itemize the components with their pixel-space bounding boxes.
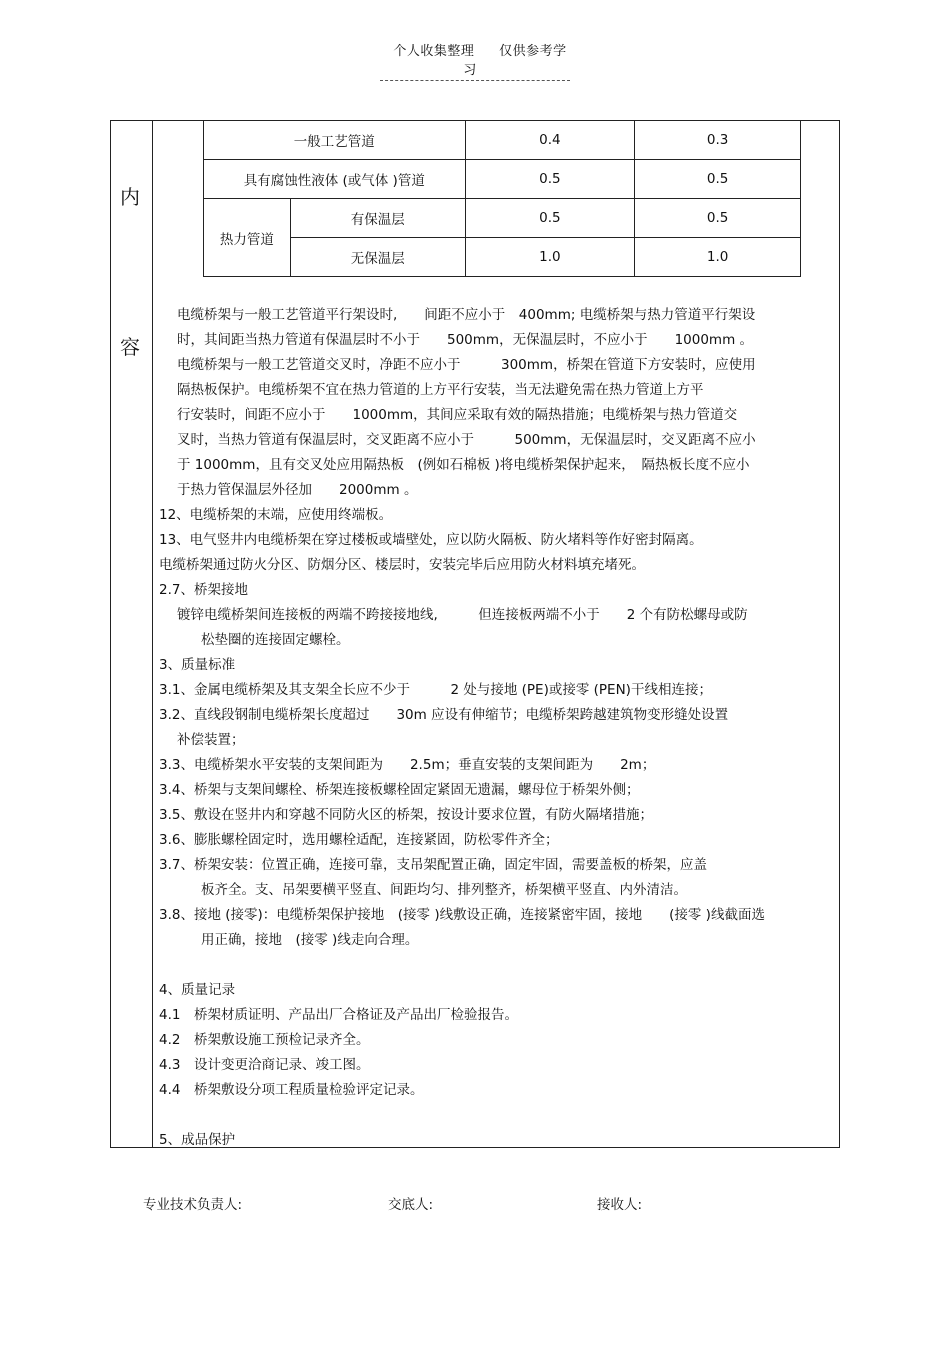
row-value-parallel: 0.4	[465, 121, 635, 160]
list-item: 4.3 设计变更洽商记录、竣工图。	[159, 1057, 370, 1073]
body-text	[159, 303, 831, 1153]
side-label-column	[111, 121, 153, 1147]
list-item: 松垫圈的连接固定螺栓。	[201, 632, 350, 648]
table-row	[204, 121, 801, 160]
receiver-label: 接收人:	[597, 1197, 643, 1213]
paragraph-line: 时，其间距当热力管道有保温层时不小于 500mm，无保温层时，不应小于 1000mm 。	[177, 332, 754, 348]
paragraph-line: 电缆桥架与一般工艺管道交叉时，净距不应小于 300mm，桥架在管道下方安装时，应使用	[177, 357, 756, 373]
side-label-rong: 容	[120, 335, 140, 359]
spacer	[159, 1103, 831, 1128]
list-item: 4.1 桥架材质证明、产品出厂合格证及产品出厂检验报告。	[159, 1007, 518, 1023]
pipe-distance-table	[203, 121, 801, 277]
list-item: 镀锌电缆桥架间连接板的两端不跨接接地线, 但连接板两端不小于 2 个有防松螺母或防	[177, 607, 748, 623]
list-item: 3.5、敷设在竖井内和穿越不同防火区的桥架，按设计要求位置，有防火隔堵措施；	[159, 807, 653, 823]
row-value-cross: 0.5	[635, 199, 801, 238]
table-row	[204, 238, 801, 277]
list-item: 12、电缆桥架的末端，应使用终端板。	[159, 507, 393, 523]
list-item: 3.3、电缆桥架水平安装的支架间距为 2.5m；垂直安装的支架间距为 2m；	[159, 757, 656, 773]
list-item: 3.7、桥架安装：位置正确，连接可靠，支吊架配置正确，固定牢固，需要盖板的桥架，应盖	[159, 857, 707, 873]
header-left: 个人收集整理	[393, 44, 475, 59]
list-item: 3.8、接地 (接零)：电缆桥架保护接地 (接零 )线敷设正确，连接紧密牢固，接地 (接零 )线截面选	[159, 907, 765, 923]
list-item: 3.4、桥架与支架间螺栓、桥架连接板螺栓固定紧固无遗漏，螺母位于桥架外侧；	[159, 782, 640, 798]
header-note	[380, 40, 570, 81]
paragraph-line: 于 1000mm，且有交叉处应用隔热板 (例如石棉板 )将电缆桥架保护起来， 隔热板长度不应小	[177, 457, 750, 473]
distance-paragraph	[159, 303, 831, 503]
row-value-parallel: 0.5	[465, 160, 635, 199]
paragraph-line: 隔热板保护。电缆桥架不宜在热力管道的上方平行安装，当无法避免需在热力管道上方平	[177, 382, 704, 398]
row-value-cross: 0.3	[635, 121, 801, 160]
row-value-cross: 0.5	[635, 160, 801, 199]
content-frame	[110, 120, 840, 1148]
list-item: 3.6、膨胀螺栓固定时，选用螺栓适配，连接紧固，防松零件齐全；	[159, 832, 559, 848]
row-name: 有保温层	[290, 199, 465, 238]
side-label-nei: 内	[120, 185, 140, 209]
list-item: 电缆桥架通过防火分区、防烟分区、楼层时，安装完毕后应用防火材料填充堵死。	[159, 557, 645, 573]
heat-pipe-label: 热力管道	[204, 199, 291, 277]
header-right: 仅供参考学习	[463, 44, 567, 78]
list-item: 4.2 桥架敷设施工预检记录齐全。	[159, 1032, 370, 1048]
table-row	[204, 160, 801, 199]
paragraph-line: 行安装时，间距不应小于 1000mm，其间应采取有效的隔热措施；电缆桥架与热力管道交	[177, 407, 738, 423]
table-row	[204, 199, 801, 238]
row-name: 具有腐蚀性液体 (或气体 )管道	[204, 160, 466, 199]
list-item: 3.2、直线段钢制电缆桥架长度超过 30m 应设有伸缩节；电缆桥架跨越建筑物变形缝处设置	[159, 707, 729, 723]
paragraph-line: 于热力管保温层外径加 2000mm 。	[177, 482, 418, 498]
list-item: 3、质量标准	[159, 657, 236, 673]
list-item: 用正确，接地 (接零 )线走向合理。	[201, 932, 419, 948]
list-item: 4.4 桥架敷设分项工程质量检验评定记录。	[159, 1082, 424, 1098]
list-item: 5、成品保护	[159, 1132, 236, 1148]
tech-lead-label: 专业技术负责人:	[143, 1197, 243, 1213]
row-value-parallel: 0.5	[465, 199, 635, 238]
row-name: 无保温层	[290, 238, 465, 277]
paragraph-line: 叉时，当热力管道有保温层时，交叉距离不应小于 500mm，无保温层时，交叉距离不应小	[177, 432, 756, 448]
item-list	[159, 503, 831, 1153]
row-value-cross: 1.0	[635, 238, 801, 277]
list-item: 3.1、金属电缆桥架及其支架全长应不少于 2 处与接地 (PE)或接零 (PEN)干线相连接；	[159, 682, 712, 698]
list-item: 4、质量记录	[159, 982, 236, 998]
row-value-parallel: 1.0	[465, 238, 635, 277]
row-name: 一般工艺管道	[204, 121, 466, 160]
handover-label: 交底人:	[388, 1197, 434, 1213]
list-item: 板齐全。支、吊架要横平竖直、间距均匀、排列整齐，桥架横平竖直、内外清洁。	[201, 882, 687, 898]
paragraph-line: 电缆桥架与一般工艺管道平行架设时, 间距不应小于 400mm; 电缆桥架与热力管道平行架设	[177, 307, 756, 323]
list-item: 13、电气竖井内电缆桥架在穿过楼板或墙壁处，应以防火隔板、防火堵料等作好密封隔离。	[159, 532, 703, 548]
list-item: 补偿装置；	[177, 732, 245, 748]
spacer	[159, 953, 831, 978]
list-item: 2.7、桥架接地	[159, 582, 248, 598]
